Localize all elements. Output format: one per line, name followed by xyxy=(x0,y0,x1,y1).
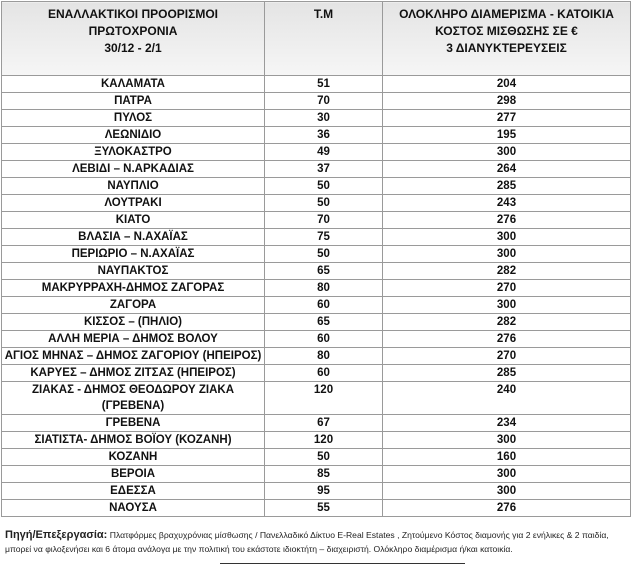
cost-cell: 240 xyxy=(383,382,631,415)
sqm-cell: 50 xyxy=(265,449,383,466)
cost-cell: 276 xyxy=(383,331,631,348)
header-line: 3 ΔΙΑΝΥΚΤΕΡΕΥΣΕΙΣ xyxy=(446,41,567,55)
table-row xyxy=(2,144,631,161)
header-line: ΚΟΣΤΟΣ ΜΙΣΘΩΣΗΣ ΣΕ € xyxy=(435,24,578,38)
table-row xyxy=(2,195,631,212)
sqm-cell: 49 xyxy=(265,144,383,161)
sqm-cell: 65 xyxy=(265,314,383,331)
sqm-cell: 30 xyxy=(265,110,383,127)
sqm-cell: 50 xyxy=(265,246,383,263)
cost-cell: 300 xyxy=(383,483,631,500)
cost-cell: 285 xyxy=(383,365,631,382)
sqm-cell: 50 xyxy=(265,195,383,212)
sqm-cell: 70 xyxy=(265,212,383,229)
table-row xyxy=(2,382,631,415)
sqm-cell: 60 xyxy=(265,365,383,382)
header-line: 30/12 - 2/1 xyxy=(104,41,162,55)
cost-cell: 204 xyxy=(383,76,631,93)
table-row xyxy=(2,178,631,195)
table-row xyxy=(2,466,631,483)
cost-cell: 277 xyxy=(383,110,631,127)
destination-cell: ΖΑΓΟΡΑ xyxy=(2,297,265,314)
destination-cell: ΖΙΑΚΑΣ - ΔΗΜΟΣ ΘΕΟΔΩΡΟΥ ΖΙΑΚΑ (ΓΡΕΒΕΝΑ) xyxy=(2,382,265,415)
cost-cell: 195 xyxy=(383,127,631,144)
sqm-cell: 120 xyxy=(265,382,383,415)
cost-cell: 276 xyxy=(383,500,631,517)
destination-cell: ΓΡΕΒΕΝΑ xyxy=(2,415,265,432)
cost-cell: 264 xyxy=(383,161,631,178)
table-row xyxy=(2,365,631,382)
cost-cell: 282 xyxy=(383,314,631,331)
destination-cell: ΝΑΟΥΣΑ xyxy=(2,500,265,517)
sqm-cell: 85 xyxy=(265,466,383,483)
sqm-cell: 37 xyxy=(265,161,383,178)
sqm-cell: 80 xyxy=(265,348,383,365)
table-row xyxy=(2,212,631,229)
source-text: Πλατφόρμες βραχυχρόνιας μίσθωσης / Πανελλαδικό Δίκτυο E-Real Estates , Ζητούμενο Κόστος διαμονής για 2 ενήλικες & 2 παιδία, μπορεί να φιλοξενήσει και 6 άτομα ανάλογα με την πολιτική του εκάστοτε ιδιοκτήτη – διαχειριστή. Ολόκληρο διαμέρισμα ή/και κατοικία. xyxy=(5,530,609,554)
cost-cell: 276 xyxy=(383,212,631,229)
sqm-cell: 95 xyxy=(265,483,383,500)
destination-cell: ΕΔΕΣΣΑ xyxy=(2,483,265,500)
header-line: ΕΝΑΛΛΑΚΤΙΚΟΙ ΠΡΟΟΡΙΣΜΟΙ xyxy=(48,7,218,21)
source-label: Πηγή/Επεξεργασία: xyxy=(5,529,108,541)
table-row xyxy=(2,229,631,246)
destination-cell: ΑΛΛΗ ΜΕΡΙΑ – ΔΗΜΟΣ ΒΟΛΟΥ xyxy=(2,331,265,348)
header-sqm: Τ.Μ xyxy=(265,2,383,76)
destination-cell: ΞΥΛΟΚΑΣΤΡΟ xyxy=(2,144,265,161)
table-row xyxy=(2,500,631,517)
table-row xyxy=(2,415,631,432)
destination-cell: ΝΑΥΠΑΚΤΟΣ xyxy=(2,263,265,280)
divider-line xyxy=(220,563,465,564)
cost-cell: 285 xyxy=(383,178,631,195)
destination-cell: ΣΙΑΤΙΣΤΑ- ΔΗΜΟΣ ΒΟΪΟΥ (ΚΟΖΑΝΗ) xyxy=(2,432,265,449)
table-row xyxy=(2,280,631,297)
destination-cell: ΛΕΒΙΔΙ – Ν.ΑΡΚΑΔΙΑΣ xyxy=(2,161,265,178)
sqm-cell: 65 xyxy=(265,263,383,280)
header-line: ΠΡΩΤΟΧΡΟΝΙΑ xyxy=(88,24,178,38)
cost-cell: 300 xyxy=(383,144,631,161)
destination-cell: ΠΥΛΟΣ xyxy=(2,110,265,127)
destination-cell: ΚΟΖΑΝΗ xyxy=(2,449,265,466)
destination-cell: ΠΕΡΙΩΡΙΟ – Ν.ΑΧΑΪΑΣ xyxy=(2,246,265,263)
table-row xyxy=(2,263,631,280)
sqm-cell: 50 xyxy=(265,178,383,195)
sqm-cell: 70 xyxy=(265,93,383,110)
sqm-cell: 60 xyxy=(265,331,383,348)
table-row xyxy=(2,76,631,93)
sqm-cell: 75 xyxy=(265,229,383,246)
cost-cell: 300 xyxy=(383,432,631,449)
table-row xyxy=(2,331,631,348)
destination-cell: ΠΑΤΡΑ xyxy=(2,93,265,110)
table-row xyxy=(2,110,631,127)
destination-cell: ΛΟΥΤΡΑΚΙ xyxy=(2,195,265,212)
table-row xyxy=(2,348,631,365)
sqm-cell: 80 xyxy=(265,280,383,297)
table-row xyxy=(2,449,631,466)
header-line: ΟΛΟΚΛΗΡΟ ΔΙΑΜΕΡΙΣΜΑ - ΚΑΤΟΙΚΙΑ xyxy=(399,7,614,21)
table-row xyxy=(2,246,631,263)
header-cost xyxy=(383,2,631,76)
destination-cell: ΚΑΛΑΜΑΤΑ xyxy=(2,76,265,93)
cost-cell: 243 xyxy=(383,195,631,212)
cost-cell: 160 xyxy=(383,449,631,466)
sqm-cell: 55 xyxy=(265,500,383,517)
cost-cell: 300 xyxy=(383,297,631,314)
destination-cell: ΒΕΡΟΙΑ xyxy=(2,466,265,483)
sqm-cell: 67 xyxy=(265,415,383,432)
cost-cell: 300 xyxy=(383,246,631,263)
sqm-cell: 120 xyxy=(265,432,383,449)
sqm-cell: 36 xyxy=(265,127,383,144)
cost-cell: 270 xyxy=(383,280,631,297)
cost-cell: 300 xyxy=(383,229,631,246)
rental-cost-table xyxy=(1,1,631,517)
table-row xyxy=(2,127,631,144)
destination-cell: ΜΑΚΡΥΡΡΑΧΗ-ΔΗΜΟΣ ΖΑΓΟΡΑΣ xyxy=(2,280,265,297)
destination-cell: ΚΙΣΣΟΣ – (ΠΗΛΙΟ) xyxy=(2,314,265,331)
table-row xyxy=(2,483,631,500)
destination-cell: ΛΕΩΝΙΔΙΟ xyxy=(2,127,265,144)
table-row xyxy=(2,432,631,449)
destination-cell: ΝΑΥΠΛΙΟ xyxy=(2,178,265,195)
table-header-row xyxy=(2,2,631,76)
cost-cell: 298 xyxy=(383,93,631,110)
cost-cell: 300 xyxy=(383,466,631,483)
cost-cell: 282 xyxy=(383,263,631,280)
source-note xyxy=(5,528,630,556)
table-row xyxy=(2,297,631,314)
table-row xyxy=(2,93,631,110)
destination-cell: ΒΛΑΣΙΑ – Ν.ΑΧΑΪΑΣ xyxy=(2,229,265,246)
destination-cell: ΑΓΙΟΣ ΜΗΝΑΣ – ΔΗΜΟΣ ΖΑΓΟΡΙΟΥ (ΗΠΕΙΡΟΣ) xyxy=(2,348,265,365)
cost-cell: 234 xyxy=(383,415,631,432)
destination-cell: ΚΙΑΤΟ xyxy=(2,212,265,229)
table-row xyxy=(2,314,631,331)
sqm-cell: 51 xyxy=(265,76,383,93)
destination-cell: ΚΑΡΥΕΣ – ΔΗΜΟΣ ΖΙΤΣΑΣ (ΗΠΕΙΡΟΣ) xyxy=(2,365,265,382)
header-destinations xyxy=(2,2,265,76)
table-row xyxy=(2,161,631,178)
sqm-cell: 60 xyxy=(265,297,383,314)
cost-cell: 270 xyxy=(383,348,631,365)
